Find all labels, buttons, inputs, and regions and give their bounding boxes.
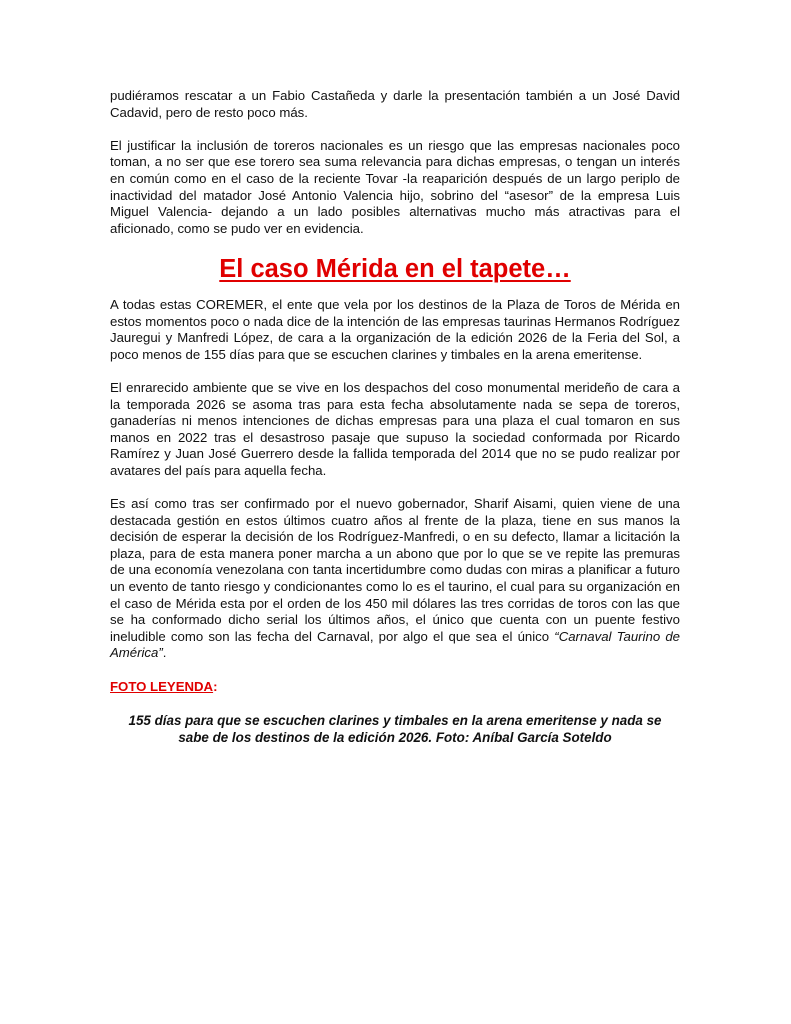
- paragraph-coremer: A todas estas COREMER, el ente que vela por los destinos de la Plaza de Toros de Mérida en estos momentos poco o nada dice de la intención de las empresas taurinas Hermanos Rodríguez Jauregui y Manfredi López, de cara a la organización de la edición 2026 de la Feria del Sol, a poco menos de 155 días para que se escuchen clarines y timbales en la arena emeritense.: [110, 296, 680, 362]
- caption-label: [110, 679, 680, 696]
- paragraph-castaneda: pudiéramos rescatar a un Fabio Castañeda y darle la presentación también a un José David Cadavid, pero de resto poco más.: [110, 88, 680, 120]
- carnaval-quote: “Carnaval Taurino de América”: [110, 628, 681, 661]
- section-heading: El caso Mérida en el tapete…: [219, 254, 571, 283]
- paragraph-toreros-nacionales: El justificar la inclusión de toreros nacionales es un riesgo que las empresas nacionales poco toman, a no ser que ese torero sea suma relevancia para dichas empresas, o tengan un interés en común como en el caso de la reciente Tovar -la reaparición después de un largo periplo de inactividad del matador José Antonio Valencia hijo, sobrino del “asesor” de la empresa Luis Miguel Valencia- dejando a un lado posibles alternativas mucho más atractivas para el aficionado, como se pudo ver en evidencia.: [110, 137, 680, 236]
- photo-caption: [110, 712, 680, 746]
- caption-label-text: FOTO LEYENDA: [110, 678, 214, 694]
- photo-caption-line-1: 155 días para que se escuchen clarines y timbales en la arena emeritense y nada se: [128, 712, 662, 728]
- document-page: [110, 88, 680, 746]
- paragraph-gobernador: [110, 496, 680, 662]
- photo-caption-line-2: sabe de los destinos de la edición 2026. Foto: Aníbal García Soteldo: [178, 729, 612, 745]
- paragraph-ambiente: El enrarecido ambiente que se vive en los despachos del coso monumental merideño de cara a la temporada 2026 se asoma tras para esta fecha absolutamente nada se sepa de toreros, ganaderías ni menos intenciones de dichas empresas para una plaza el cual tomaron en sus manos en 2022 tras el desastroso pasaje que supuso la sociedad conformada por Ricardo Ramírez y Juan José Guerrero desde la fallida temporada del 2014 que no se pudo realizar por avatares del país para aquella fecha.: [110, 379, 680, 478]
- paragraph-end: .: [162, 645, 167, 661]
- caption-label-colon: :: [213, 678, 218, 694]
- paragraph-gobernador-text: Es así como tras ser confirmado por el nuevo gobernador, Sharif Aisami, quien viene de una destacada gestión en estos últimos cuatro años al frente de la plaza, tiene en sus manos la decisión de esperar la decisión de los Rodríguez-Manfredi, o en su defecto, llamar a licitación la plaza, para de esta manera poner marcha a un abono que por lo que se ve repite las premuras de una economía venezolana con tanta incertidumbre como dudas con miras a planificar a futuro un evento de tanto riesgo y condicionantes como lo es el taurino, el cual para su organización en el caso de Mérida esta por el orden de los 450 mil dólares las tres corridas de toros con las que se ha conformado dicho serial los últimos años, el único que cuenta con un puente festivo ineludible como son las fecha del Carnaval, por algo el que sea el único: [110, 496, 680, 644]
